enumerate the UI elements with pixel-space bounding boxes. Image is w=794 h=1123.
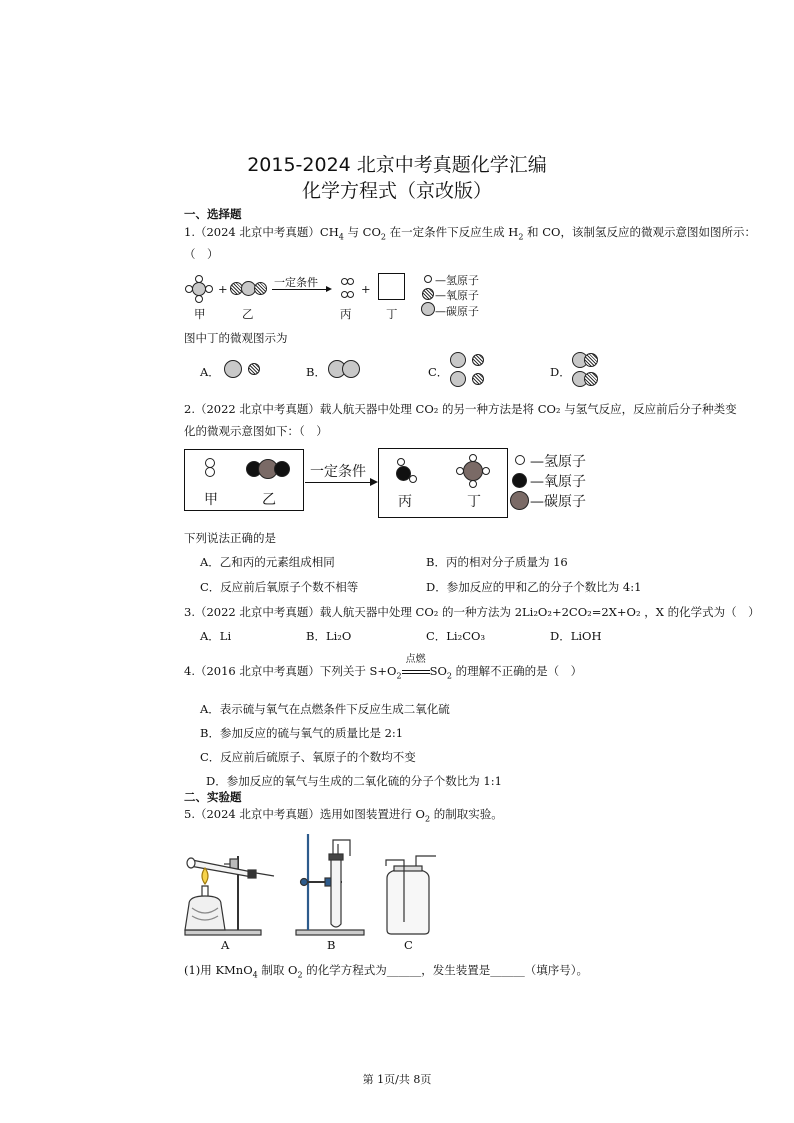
hydrogen-legend-icon xyxy=(424,275,432,283)
label-jia: 甲 xyxy=(204,492,218,508)
q1-stem: 1.（2024 北京中考真题）$CH_4$ 与 $CO_2$ 在一定条件下反应生成 $H_2$ 和 CO，该制氢反应的微观示意图如图所示： xyxy=(184,225,756,242)
title-line-1: 2015-2024 北京中考真题化学汇编 xyxy=(247,154,547,176)
q3-option-a[interactable]: A．Li xyxy=(200,629,232,643)
unknown-box xyxy=(378,273,405,300)
q4-option-b[interactable]: B．参加反应的硫与氧气的质量比是 2:1 xyxy=(200,726,404,740)
legend-carbon: —碳原子 xyxy=(435,305,479,318)
arrow-head-icon xyxy=(370,478,378,486)
label-jia: 甲 xyxy=(194,307,206,321)
carbon-legend-icon xyxy=(421,302,435,316)
apparatus-label-c: C xyxy=(404,938,413,952)
oxygen-atom xyxy=(472,354,484,366)
q2-reaction-diagram xyxy=(184,447,604,522)
plus-sign: + xyxy=(361,282,371,296)
hydrogen-atom xyxy=(205,467,215,477)
q1-option-c[interactable]: C． xyxy=(428,365,449,379)
legend-carbon: —碳原子 xyxy=(530,494,586,510)
apparatus-a xyxy=(185,856,274,935)
page-footer: 第 1页/共 8页 xyxy=(362,1073,432,1086)
carbon-atom xyxy=(342,360,360,378)
hydrogen-atom xyxy=(409,475,417,483)
reaction-condition: 一定条件 xyxy=(310,464,366,480)
arrow-head-icon xyxy=(326,286,332,292)
carbon-atom xyxy=(450,371,466,387)
legend-oxygen: —氧原子 xyxy=(435,289,479,302)
apparatus-b xyxy=(296,834,364,935)
hydrogen-atom xyxy=(397,458,405,466)
title-line-2: 化学方程式（京改版） xyxy=(301,180,492,202)
reactants-box xyxy=(184,449,304,511)
legend-hydrogen: —氢原子 xyxy=(435,274,479,287)
q2-option-a[interactable]: A．乙和丙的元素组成相同 xyxy=(200,555,335,569)
section-heading-2: 二、实验题 xyxy=(184,790,242,804)
q4-option-c[interactable]: C．反应前后硫原子、氧原子的个数均不变 xyxy=(200,750,416,764)
reaction-arrow xyxy=(305,482,371,483)
q1-option-d[interactable]: D． xyxy=(550,365,571,379)
carbon-atom xyxy=(224,360,242,378)
q2-option-d[interactable]: D．参加反应的甲和乙的分子个数比为 4:1 xyxy=(426,580,642,594)
q3-stem: 3.（2022 北京中考真题）载人航天器中处理 CO₂ 的一种方法为 2Li₂O₂+2CO₂=2X+O₂ ，X 的化学式为（ ） xyxy=(184,605,760,619)
reaction-arrow xyxy=(272,289,330,290)
label-ding: 丁 xyxy=(467,494,481,510)
hydrogen-atom xyxy=(469,480,477,488)
hydrogen-atom xyxy=(195,275,203,283)
q1-paren: （ ） xyxy=(184,247,219,261)
q1-reaction-diagram xyxy=(184,272,504,322)
hydrogen-atom xyxy=(347,291,354,298)
label-ding: 丁 xyxy=(386,307,398,321)
q3-option-b[interactable]: B．Li₂O xyxy=(306,629,352,643)
q4-option-a[interactable]: A．表示硫与氧气在点燃条件下反应生成二氧化硫 xyxy=(200,702,450,716)
label-bing: 丙 xyxy=(398,494,412,510)
carbon-legend-icon xyxy=(510,491,529,510)
carbon-atom xyxy=(192,282,206,296)
hydrogen-atom xyxy=(482,467,490,475)
oxygen-legend-icon xyxy=(512,473,527,488)
label-bing: 丙 xyxy=(340,307,352,321)
oxygen-legend-icon xyxy=(422,288,434,300)
apparatus-label-b: B xyxy=(327,938,336,952)
oxygen-atom xyxy=(472,373,484,385)
label-yi: 乙 xyxy=(242,307,254,321)
q2-option-b[interactable]: B．丙的相对分子质量为 16 xyxy=(426,555,568,569)
plus-sign: + xyxy=(218,282,228,296)
q5-stem: 5.（2024 北京中考真题）选用如图装置进行 $O_2$ 的制取实验。 xyxy=(184,807,503,824)
q1-option-a[interactable]: A． xyxy=(200,365,220,379)
section-heading-1: 一、选择题 xyxy=(184,207,242,221)
label-yi: 乙 xyxy=(262,492,276,508)
carbon-atom xyxy=(463,461,483,481)
q1-option-b[interactable]: B． xyxy=(306,365,326,379)
hydrogen-atom xyxy=(469,454,477,462)
apparatus-c xyxy=(386,856,436,934)
hydrogen-atom xyxy=(185,285,193,293)
legend-oxygen: —氧原子 xyxy=(530,474,586,490)
hydrogen-atom xyxy=(205,285,213,293)
q3-option-d[interactable]: D．LiOH xyxy=(550,629,602,643)
hydrogen-legend-icon xyxy=(515,455,525,465)
oxygen-atom xyxy=(584,353,598,367)
q2-stem-cont: 化的微观示意图如下：（ ） xyxy=(184,424,328,438)
q5-apparatus-figure xyxy=(180,826,440,956)
hydrogen-atom xyxy=(195,295,203,303)
oxygen-atom xyxy=(584,372,598,386)
hydrogen-atom xyxy=(347,278,354,285)
reaction-condition: 一定条件 xyxy=(274,276,318,289)
oxygen-atom xyxy=(248,363,260,375)
q4-option-d[interactable]: D．参加反应的氧气与生成的二氧化硫的分子个数比为 1:1 xyxy=(206,774,502,788)
q5-subquestion-1: (1)用 KMnO$_4$ 制取 $O_2$ 的化学方程式为______，发生装置是______（填序号）。 xyxy=(184,963,588,980)
q1-options xyxy=(200,352,620,392)
q2-stem: 2.（2022 北京中考真题）载人航天器中处理 CO₂ 的另一种方法是将 CO₂ 与氢气反应，反应前后分子种类变 xyxy=(184,402,737,416)
q3-option-c[interactable]: C．Li₂CO₃ xyxy=(426,629,486,643)
q1-prompt: 图中丁的微观图示为 xyxy=(184,331,288,345)
hydrogen-atom xyxy=(456,467,464,475)
reaction-condition: 点燃 xyxy=(405,654,426,665)
q4-stem: 4.（2016 北京中考真题）下列关于 $S+O_2$ 点燃 $SO_2$ 的理解不正确的是（ ） xyxy=(184,663,582,680)
q2-prompt: 下列说法正确的是 xyxy=(184,531,276,545)
oxygen-atom xyxy=(274,461,290,477)
legend-hydrogen: —氢原子 xyxy=(530,454,586,470)
q2-option-c[interactable]: C．反应前后氧原子个数不相等 xyxy=(200,580,359,594)
carbon-atom xyxy=(450,352,466,368)
apparatus-label-a: A xyxy=(221,938,230,952)
oxygen-atom xyxy=(254,282,267,295)
